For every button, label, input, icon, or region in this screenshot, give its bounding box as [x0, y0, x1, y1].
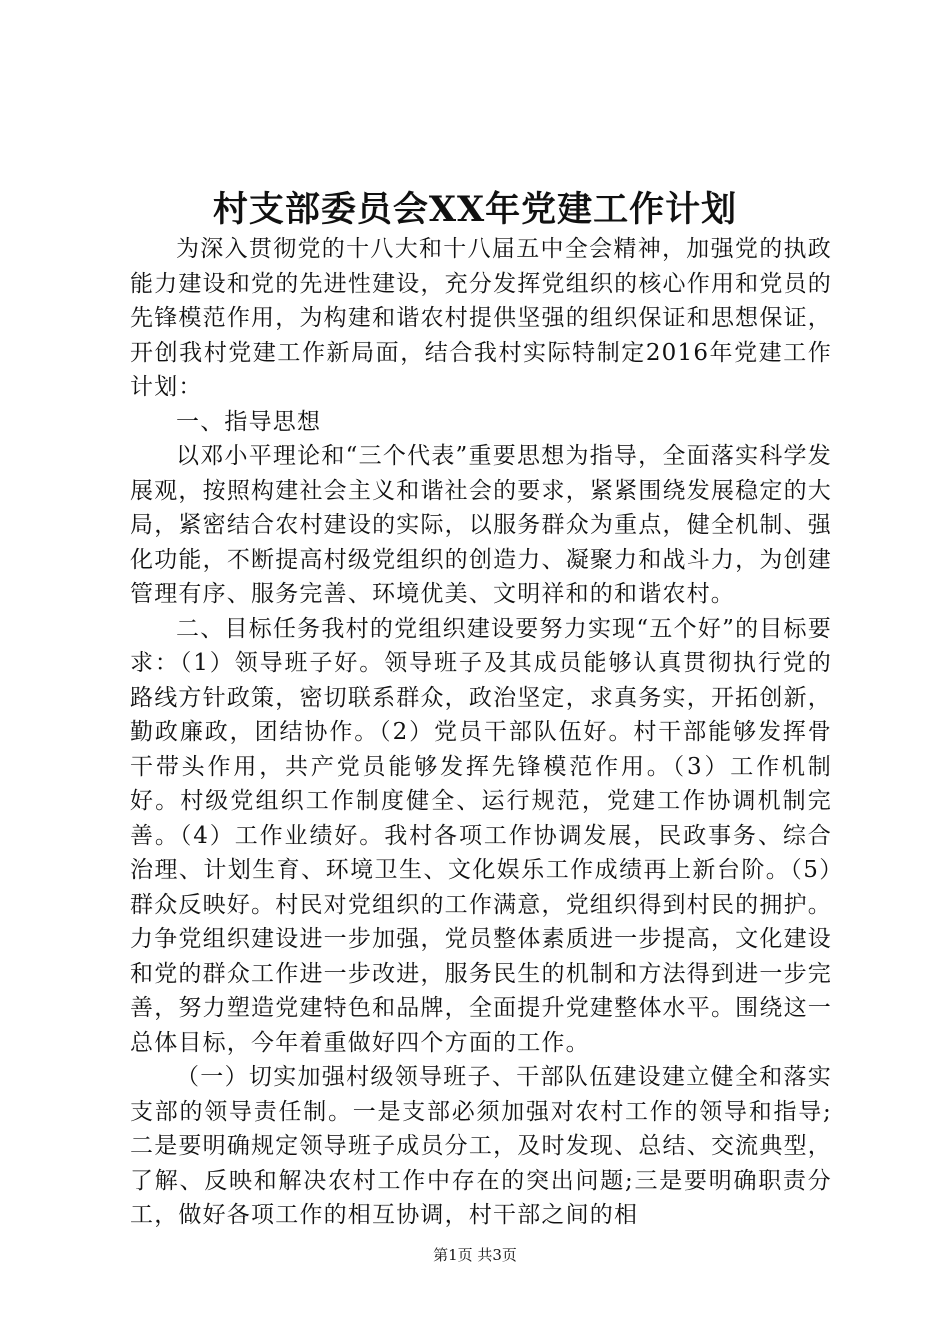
paragraph-goals-tasks: 二、目标任务我村的党组织建设要努力实现“五个好”的目标要求：（1）领导班子好。领导班子及其成员能够认真贯彻执行党的路线方针政策，密切联系群众，政治坚定，求真务实，开拓创新，勤政廉政，团结协作。（2）党员干部队伍好。村干部能够发挥骨干带头作用，共产党员能够发挥先锋模范作用。（3）工作机制好。村级党组织工作制度健全、运行规范，党建工作协调机制完善。（4）工作业绩好。我村各项工作协调发展，民政事务、综合治理、计划生育、环境卫生、文化娱乐工作成绩再上新台阶。（5）群众反映好。村民对党组织的工作满意，党组织得到村民的拥护。力争党组织建设进一步加强，党员整体素质进一步提高，文化建设和党的群众工作进一步改进，服务民生的机制和方法得到进一步完善，努力塑造党建特色和品牌，全面提升党建整体水平。围绕这一总体目标，今年着重做好四个方面的工作。	[130, 615, 832, 1056]
paragraph-leadership-building: （一）切实加强村级领导班子、干部队伍建设建立健全和落实支部的领导责任制。一是支部必须加强对农村工作的领导和指导;二是要明确规定领导班子成员分工，及时发现、总结、交流典型，了解、反映和解决农村工作中存在的突出问题;三是要明确职责分工，做好各项工作的相互协调，村干部之间的相	[130, 1064, 832, 1228]
document-body	[130, 232, 832, 1233]
page-number-footer: 第1页 共3页	[433, 1246, 517, 1264]
paragraph-guiding-ideology: 以邓小平理论和“三个代表”重要思想为指导，全面落实科学发展观，按照构建社会主义和谐社会的要求，紧紧围绕发展稳定的大局，紧密结合农村建设的实际，以服务群众为重点，健全机制、强化功能，不断提高村级党组织的创造力、凝聚力和战斗力，为创建管理有序、服务完善、环境优美、文明祥和的和谐农村。	[130, 443, 832, 607]
document-title: 村支部委员会XX年党建工作计划	[212, 189, 738, 230]
paragraph-intro: 为深入贯彻党的十八大和十八届五中全会精神，加强党的执政能力建设和党的先进性建设，充分发挥党组织的核心作用和党员的先锋模范作用，为构建和谐农村提供坚强的组织保证和思想保证，开创我村党建工作新局面，结合我村实际特制定2016年党建工作计划：	[130, 236, 832, 400]
section-heading-guiding-ideology: 一、指导思想	[176, 408, 322, 435]
